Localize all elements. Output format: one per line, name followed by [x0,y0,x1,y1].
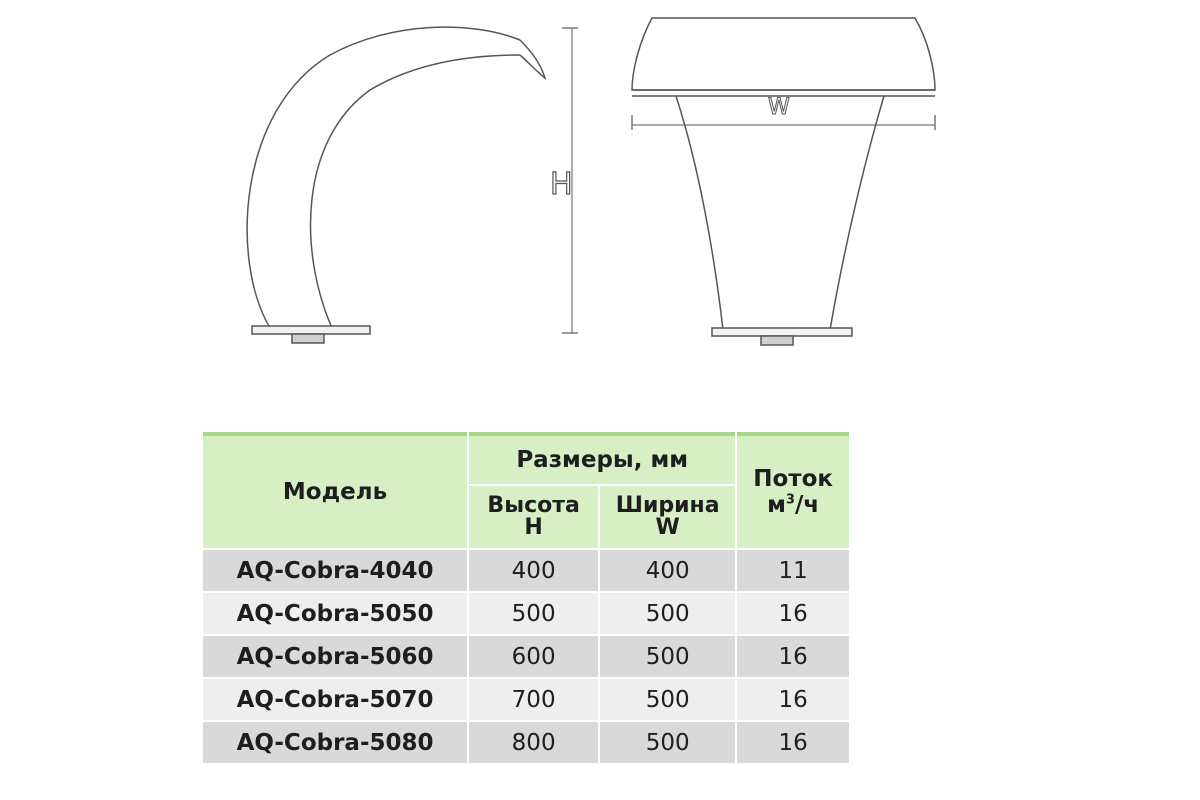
row-flow: 11 [737,550,849,591]
front-body-left-edge [676,96,723,330]
header-width-label: Ширина [615,493,720,518]
row-height: 500 [469,593,598,634]
row-height: 800 [469,722,598,763]
row-height: 700 [469,679,598,720]
row-model: AQ-Cobra-5060 [203,636,467,677]
table-row [203,550,849,591]
row-model: AQ-Cobra-5070 [203,679,467,720]
height-label: H [550,167,573,202]
row-model: AQ-Cobra-4040 [203,550,467,591]
spout-lip [520,40,545,78]
header-height-symbol: H [524,515,543,540]
side-view [247,27,578,343]
front-body-right-edge [830,96,884,330]
front-base-plate [712,328,852,336]
front-base-fitting [761,336,793,345]
header-flow [737,432,849,548]
width-label: W [768,95,790,120]
table-row [203,636,849,677]
row-width: 500 [600,679,735,720]
row-model: AQ-Cobra-5080 [203,722,467,763]
row-model: AQ-Cobra-5050 [203,593,467,634]
row-flow: 16 [737,593,849,634]
row-flow: 16 [737,636,849,677]
table-row [203,593,849,634]
front-top-cap [632,18,935,90]
side-base-plate [252,326,370,334]
row-width: 400 [600,550,735,591]
header-dimensions: Размеры, мм [469,432,735,484]
side-base-fitting [292,334,324,343]
row-flow: 16 [737,722,849,763]
header-width-symbol: W [655,515,680,540]
row-width: 500 [600,636,735,677]
spec-table [201,430,851,765]
header-flow-label: Поток [753,466,834,492]
header-width [600,486,735,548]
header-flow-unit: $м^3/ч$ [767,492,820,518]
spout-outer-curve [247,27,520,328]
header-model: Модель [203,432,467,548]
row-width: 500 [600,722,735,763]
header-height-label: Высота [487,493,580,518]
row-height: 400 [469,550,598,591]
table-row [203,679,849,720]
spout-inner-curve [311,55,520,328]
header-height [469,486,598,548]
row-flow: 16 [737,679,849,720]
row-width: 500 [600,593,735,634]
row-height: 600 [469,636,598,677]
table-row [203,722,849,763]
front-view [632,18,935,345]
